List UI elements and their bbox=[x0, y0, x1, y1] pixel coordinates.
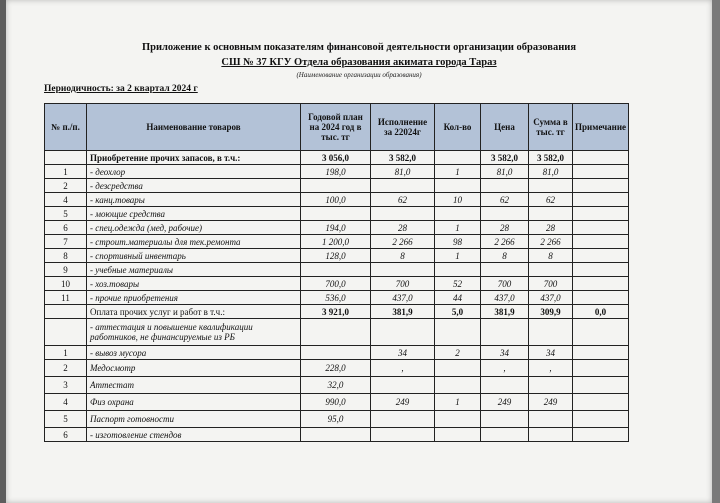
cell-sum: 249 bbox=[529, 394, 573, 411]
cell-sum bbox=[529, 179, 573, 193]
cell-qty: 1 bbox=[435, 221, 481, 235]
table-row bbox=[45, 377, 629, 394]
cell-sum: 8 bbox=[529, 249, 573, 263]
cell-exec: 700 bbox=[371, 277, 435, 291]
cell-no: 3 bbox=[45, 377, 87, 394]
cell-name: - прочие приобретения bbox=[87, 291, 301, 305]
cell-name: Медосмотр bbox=[87, 360, 301, 377]
cell-no: 10 bbox=[45, 277, 87, 291]
col-header-sum: Сумма в тыс. тг bbox=[529, 104, 573, 151]
cell-plan bbox=[301, 428, 371, 442]
cell-price: 249 bbox=[481, 394, 529, 411]
table-row bbox=[45, 411, 629, 428]
cell-price: 28 bbox=[481, 221, 529, 235]
cell-exec: 28 bbox=[371, 221, 435, 235]
cell-plan: 3 056,0 bbox=[301, 151, 371, 165]
cell-price: 62 bbox=[481, 193, 529, 207]
cell-exec bbox=[371, 179, 435, 193]
document-page bbox=[6, 0, 712, 503]
cell-sum bbox=[529, 319, 573, 346]
cell-exec: 81,0 bbox=[371, 165, 435, 179]
cell-exec bbox=[371, 411, 435, 428]
cell-plan: 990,0 bbox=[301, 394, 371, 411]
cell-note bbox=[573, 411, 629, 428]
cell-note bbox=[573, 179, 629, 193]
cell-name: Аттестат bbox=[87, 377, 301, 394]
cell-note bbox=[573, 428, 629, 442]
cell-note bbox=[573, 151, 629, 165]
cell-sum: 437,0 bbox=[529, 291, 573, 305]
cell-plan bbox=[301, 179, 371, 193]
cell-price: 381,9 bbox=[481, 305, 529, 319]
col-header-no: № п./п. bbox=[45, 104, 87, 151]
cell-no: 11 bbox=[45, 291, 87, 305]
cell-plan: 3 921,0 bbox=[301, 305, 371, 319]
cell-sum: 34 bbox=[529, 346, 573, 360]
cell-note: 0,0 bbox=[573, 305, 629, 319]
table-row bbox=[45, 221, 629, 235]
cell-note bbox=[573, 360, 629, 377]
col-header-name: Наименование товаров bbox=[87, 104, 301, 151]
cell-no: 5 bbox=[45, 411, 87, 428]
cell-exec bbox=[371, 428, 435, 442]
cell-sum: 3 582,0 bbox=[529, 151, 573, 165]
cell-note bbox=[573, 235, 629, 249]
cell-exec: 381,9 bbox=[371, 305, 435, 319]
cell-no bbox=[45, 151, 87, 165]
cell-name: Паспорт готовности bbox=[87, 411, 301, 428]
cell-plan: 198,0 bbox=[301, 165, 371, 179]
cell-plan: 100,0 bbox=[301, 193, 371, 207]
col-header-note: Примечание bbox=[573, 104, 629, 151]
cell-exec: 437,0 bbox=[371, 291, 435, 305]
cell-note bbox=[573, 277, 629, 291]
document-title: Приложение к основным показателям финансовой деятельности организации образования bbox=[141, 42, 576, 53]
cell-name: - изготовление стендов bbox=[87, 428, 301, 442]
table-row bbox=[45, 249, 629, 263]
cell-sum bbox=[529, 207, 573, 221]
table-row bbox=[45, 305, 629, 319]
cell-price bbox=[481, 377, 529, 394]
table-row bbox=[45, 360, 629, 377]
cell-plan: 95,0 bbox=[301, 411, 371, 428]
cell-note bbox=[573, 291, 629, 305]
cell-qty: 52 bbox=[435, 277, 481, 291]
cell-name: - строит.материалы для тек.ремонта bbox=[87, 235, 301, 249]
cell-qty: 98 bbox=[435, 235, 481, 249]
cell-plan: 700,0 bbox=[301, 277, 371, 291]
cell-price bbox=[481, 179, 529, 193]
cell-qty: 44 bbox=[435, 291, 481, 305]
cell-name: - деохлор bbox=[87, 165, 301, 179]
cell-qty bbox=[435, 263, 481, 277]
cell-sum: 28 bbox=[529, 221, 573, 235]
cell-exec bbox=[371, 263, 435, 277]
cell-exec bbox=[371, 207, 435, 221]
cell-price: 437,0 bbox=[481, 291, 529, 305]
cell-sum: 2 266 bbox=[529, 235, 573, 249]
cell-qty bbox=[435, 179, 481, 193]
organization-name: СШ № 37 КГУ Отдела образования акимата города Тараз bbox=[221, 57, 497, 68]
cell-no: 6 bbox=[45, 428, 87, 442]
table-row bbox=[45, 428, 629, 442]
cell-plan bbox=[301, 319, 371, 346]
cell-no bbox=[45, 305, 87, 319]
cell-note bbox=[573, 165, 629, 179]
table-row bbox=[45, 394, 629, 411]
cell-no bbox=[45, 319, 87, 346]
cell-sum: , bbox=[529, 360, 573, 377]
cell-price: 3 582,0 bbox=[481, 151, 529, 165]
cell-name: - дезсредства bbox=[87, 179, 301, 193]
cell-price bbox=[481, 411, 529, 428]
cell-sum bbox=[529, 263, 573, 277]
cell-no: 4 bbox=[45, 193, 87, 207]
cell-qty bbox=[435, 207, 481, 221]
table-row bbox=[45, 319, 629, 346]
cell-sum: 62 bbox=[529, 193, 573, 207]
scan-edge-right bbox=[712, 0, 720, 503]
cell-price: 34 bbox=[481, 346, 529, 360]
cell-price: 81,0 bbox=[481, 165, 529, 179]
table-row bbox=[45, 165, 629, 179]
cell-sum: 700 bbox=[529, 277, 573, 291]
cell-no: 7 bbox=[45, 235, 87, 249]
cell-note bbox=[573, 207, 629, 221]
cell-note bbox=[573, 249, 629, 263]
cell-no: 8 bbox=[45, 249, 87, 263]
cell-no: 2 bbox=[45, 179, 87, 193]
cell-note bbox=[573, 193, 629, 207]
finance-table bbox=[44, 103, 629, 442]
period-label: Периодичность: за 2 квартал 2024 г bbox=[44, 84, 198, 94]
cell-exec: 3 582,0 bbox=[371, 151, 435, 165]
table-row bbox=[45, 179, 629, 193]
col-header-qty: Кол-во bbox=[435, 104, 481, 151]
cell-sum bbox=[529, 377, 573, 394]
organization-caption: (Наименование организации образования) bbox=[296, 71, 422, 79]
cell-plan: 32,0 bbox=[301, 377, 371, 394]
cell-name: - моющие средства bbox=[87, 207, 301, 221]
cell-exec: , bbox=[371, 360, 435, 377]
cell-plan: 194,0 bbox=[301, 221, 371, 235]
cell-name: - вывоз мусора bbox=[87, 346, 301, 360]
cell-exec: 2 266 bbox=[371, 235, 435, 249]
cell-exec: 34 bbox=[371, 346, 435, 360]
col-header-plan: Годовой план на 2024 год в тыс. тг bbox=[301, 104, 371, 151]
cell-name: - спец.одежда (мед, рабочие) bbox=[87, 221, 301, 235]
cell-qty bbox=[435, 377, 481, 394]
cell-sum bbox=[529, 411, 573, 428]
table-row bbox=[45, 235, 629, 249]
cell-note bbox=[573, 394, 629, 411]
cell-name: - учебные материалы bbox=[87, 263, 301, 277]
cell-plan: 1 200,0 bbox=[301, 235, 371, 249]
cell-name: Физ охрана bbox=[87, 394, 301, 411]
cell-qty bbox=[435, 428, 481, 442]
table-body bbox=[45, 151, 629, 442]
cell-no: 1 bbox=[45, 165, 87, 179]
cell-note bbox=[573, 263, 629, 277]
cell-price: 2 266 bbox=[481, 235, 529, 249]
cell-sum bbox=[529, 428, 573, 442]
cell-price: 8 bbox=[481, 249, 529, 263]
cell-sum: 81,0 bbox=[529, 165, 573, 179]
cell-no: 1 bbox=[45, 346, 87, 360]
cell-no: 2 bbox=[45, 360, 87, 377]
cell-price bbox=[481, 207, 529, 221]
cell-no: 4 bbox=[45, 394, 87, 411]
col-header-price: Цена bbox=[481, 104, 529, 151]
cell-plan bbox=[301, 263, 371, 277]
cell-no: 9 bbox=[45, 263, 87, 277]
table-row bbox=[45, 291, 629, 305]
cell-qty: 10 bbox=[435, 193, 481, 207]
cell-qty: 1 bbox=[435, 165, 481, 179]
cell-note bbox=[573, 319, 629, 346]
cell-qty: 5,0 bbox=[435, 305, 481, 319]
table-row bbox=[45, 277, 629, 291]
cell-name: - спортивный инвентарь bbox=[87, 249, 301, 263]
cell-plan bbox=[301, 346, 371, 360]
cell-price: , bbox=[481, 360, 529, 377]
cell-exec: 249 bbox=[371, 394, 435, 411]
cell-price bbox=[481, 428, 529, 442]
cell-qty bbox=[435, 151, 481, 165]
cell-qty: 1 bbox=[435, 394, 481, 411]
cell-plan: 228,0 bbox=[301, 360, 371, 377]
cell-qty bbox=[435, 319, 481, 346]
cell-exec bbox=[371, 319, 435, 346]
cell-exec: 62 bbox=[371, 193, 435, 207]
cell-plan bbox=[301, 207, 371, 221]
table-header-row bbox=[45, 104, 629, 151]
cell-note bbox=[573, 221, 629, 235]
cell-no: 6 bbox=[45, 221, 87, 235]
cell-exec: 8 bbox=[371, 249, 435, 263]
col-header-exec: Исполнение за 22024г bbox=[371, 104, 435, 151]
cell-price: 700 bbox=[481, 277, 529, 291]
cell-exec bbox=[371, 377, 435, 394]
table-row bbox=[45, 207, 629, 221]
cell-name: - хоз.товары bbox=[87, 277, 301, 291]
table-row bbox=[45, 346, 629, 360]
table-row bbox=[45, 151, 629, 165]
cell-price bbox=[481, 319, 529, 346]
cell-no: 5 bbox=[45, 207, 87, 221]
cell-sum: 309,9 bbox=[529, 305, 573, 319]
table-row bbox=[45, 263, 629, 277]
table-row bbox=[45, 193, 629, 207]
cell-name: Приобретение прочих запасов, в т.ч.: bbox=[87, 151, 301, 165]
cell-qty: 2 bbox=[435, 346, 481, 360]
cell-plan: 536,0 bbox=[301, 291, 371, 305]
cell-price bbox=[481, 263, 529, 277]
cell-name: Оплата прочих услуг и работ в т.ч.: bbox=[87, 305, 301, 319]
cell-qty bbox=[435, 360, 481, 377]
cell-note bbox=[573, 377, 629, 394]
cell-plan: 128,0 bbox=[301, 249, 371, 263]
cell-qty: 1 bbox=[435, 249, 481, 263]
cell-name: - аттестация и повышение квалификации работников, не финансируемые из РБ bbox=[87, 319, 301, 346]
cell-qty bbox=[435, 411, 481, 428]
finance-table-wrap bbox=[44, 103, 629, 442]
cell-note bbox=[573, 346, 629, 360]
cell-name: - канц.товары bbox=[87, 193, 301, 207]
